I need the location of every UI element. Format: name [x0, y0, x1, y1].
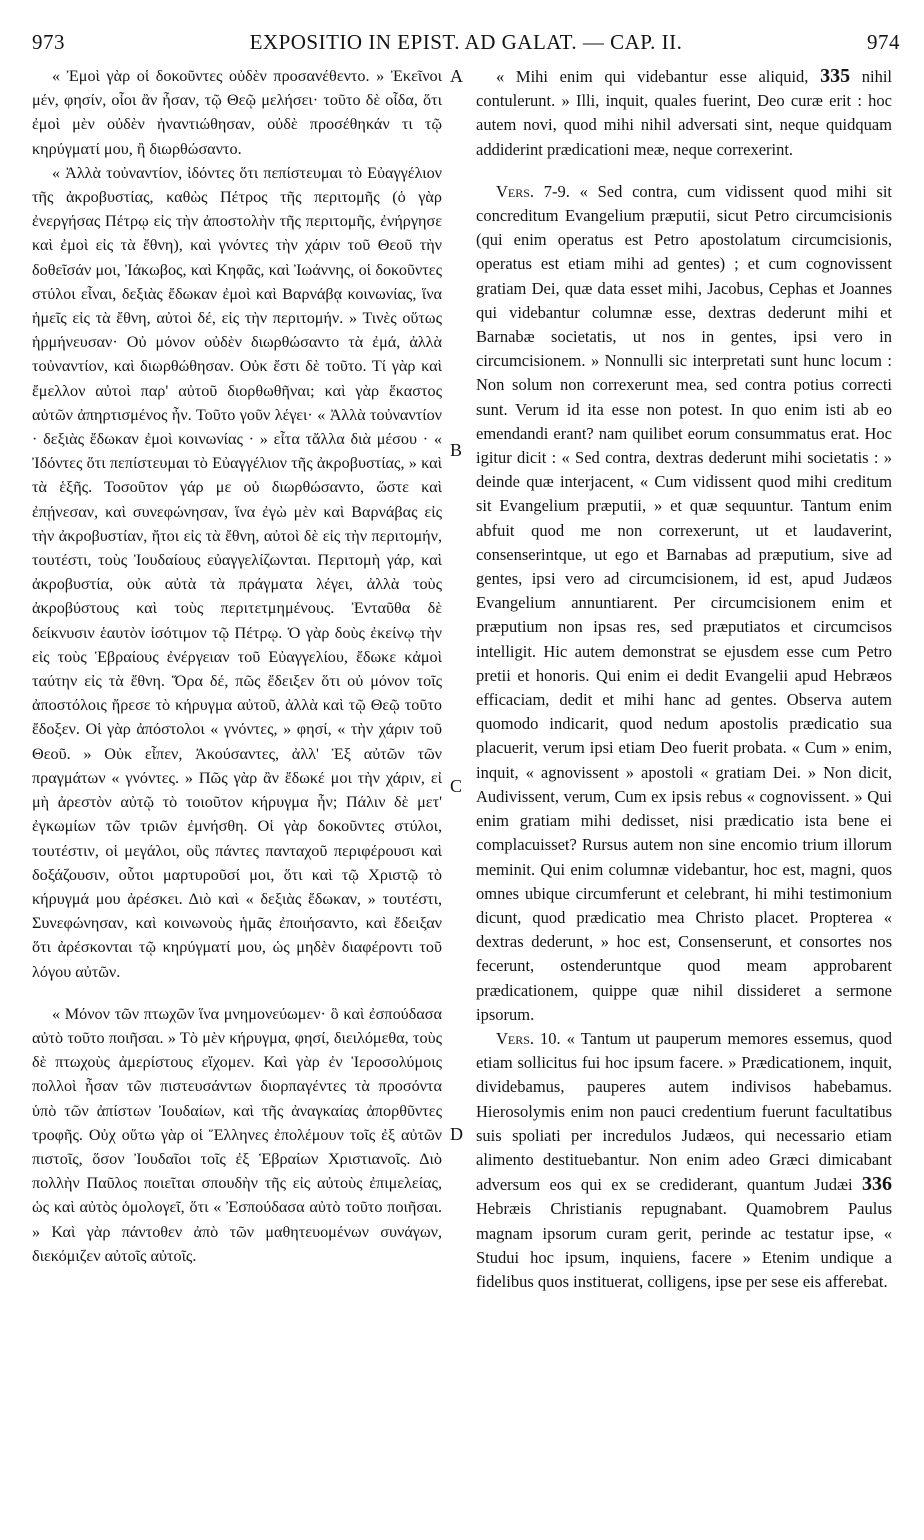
latin-paragraph-1-rest: nihil contulerunt. » Illi, inquit, quales fuerint, Deo curæ erit : hoc autem novi, quod mihi nihil adversati sint, neque quidquam addiderint prædicationi meæ, neque correxerint. [476, 67, 893, 159]
margin-letter-c: C [450, 776, 463, 796]
greek-paragraph-2: « Ἀλλὰ τοὐναντίον, ἰδόντες ὅτι πεπίστευμαι τὸ Εὐαγγέλιον τῆς ἀκροβυστίας, καθὼς Πέτρος τῆς περιτομῆς (ὁ γὰρ ἐνεργήσας Πέτρῳ εἰς τὴν ἀποστολὴν τῆς περιτομῆς, ἐνήργησε καὶ ἐμοὶ εἰς τὰ ἔθνη), καὶ γνόντες τὴν χάριν τοῦ Θεοῦ τὴν δοθεῖσάν μοι, Ἰάκωβος, καὶ Κηφᾶς, καὶ Ἰωάννης, οἱ δοκοῦντες στύλοι εἶναι, δεξιὰς ἔδωκαν ἐμοὶ καὶ Βαρνάβᾳ κοινωνίας, ἵνα ἡμεῖς εἰς τὰ ἔθνη, αὐτοὶ δέ, εἰς τὴν περιτομήν. » Τινὲς οὕτως ἡρμήνευσαν· Οὐ μόνον οὐδὲν διωρθώσαντο τὰ ἐμά, ἀλλὰ τοὐναντίον, καὶ διωρθώθησαν. Οὐκ ἔστι δὲ τοῦτο. Τί γὰρ καὶ ἔμελλον αὐτοὶ παρ' αὐτοῦ διορθωθῆναι; καὶ γὰρ ἕκαστος αὐτῶν ἀπηρτισμένος ἦν. Τοῦτο γοῦν λέγει· « Ἀλλὰ τοὐναντίον · δεξιὰς ἔδωκαν ἐμοὶ κοινωνίας · » εἶτα τἄλλα διὰ μέσου · « Ἰδόντες ὅτι πεπίστευμαι τὸ Εὐαγγέλιον τῆς ἀκροβυστίας, » καὶ τὰ ἑξῆς. Τοσοῦτον γάρ με οὐ διωρθώσαντο, ὥστε καὶ ἐπῄνεσαν, καὶ συνεφώνησαν, ἵνα ἐγὼ μὲν καὶ Βαρνάβας εἰς τὴν ἀκροβυστίαν, ἤτοι εἰς τὰ ἔθνη, αὐτοὶ δὲ εἰς τὴν περιτομήν, τουτέστι, τοὺς Ἰουδαίους εὐαγγελίζωνται. Περιτομὴ γάρ, καὶ ἀκροβυστία, οὐκ αὐτὰ τὰ πράγματα λέγει, ἀλλὰ τοὺς ἀκροβύστους καὶ τοὺς περιτετμημένους. Ἐνταῦθα δὲ δείκνυσιν ἑαυτὸν ἰσότιμον τῷ Πέτρῳ. Ὁ γὰρ δοὺς ἐκείνῳ τὴν εἰς τοὺς Ἑβραίους ἐνέργειαν τοῦ Εὐαγγελίου, ἔδωκε κἀμοὶ ταύτην εἰς τὰ ἔθνη. Ὅρα δέ, πῶς ἔδειξεν ὅτι οὐ μόνον τοῖς ἀποστόλοις ἤρεσε τὸ κήρυγμα αὐτοῦ, ἀλλὰ καὶ τῷ Θεῷ τοῦτο ἔδοξεν. Οἱ γὰρ ἀπόστολοι « γνόντες, » φησί, « τὴν χάριν τοῦ Θεοῦ. » Οὐκ εἶπεν, Ἀκούσαντες, ἀλλ' Ἐξ αὐτῶν τῶν πραγμάτων « γνόντες. » Πῶς γὰρ ἂν ἔδωκέ μοι τὴν χάριν, εἰ μὴ ἀρεστὸν αὐτῷ τὸ τοιοῦτον κήρυγμα ἦν; Πάλιν δὲ μετ' ἐγκωμίων τῶν τριῶν ἐμνήσθη. Οἱ γὰρ δοκοῦντες στύλοι, τουτέστιν, οἱ μεγάλοι, οὓς πάντες πανταχοῦ περιφέρουσι καὶ δοξάζουσιν, οὗτοι μαρτυροῦσί μοι, ὅτι καὶ τῷ Χριστῷ τὸ κήρυγμά μου ἀρέσκει. Διὸ καὶ « δεξιὰς ἔδωκαν, » τουτέστι, Συνεφώνησαν, καὶ κοινωνοὺς ἡμᾶς ἐποιήσαντο, καὶ ἔδειξαν ὅτι ἀρέσκονται τῷ κηρύγματί μου, ὡς μηδὲν διαφέροντι τοῦ λόγου αὐτῶν. [32, 163, 442, 981]
latin-paragraph-2-text: « Sed contra, cum vidissent quod mihi sit concreditum Evangelium præputii, sicut Petro circumcisionis (qui enim operatus est Petro apostolatum circumcisionis, operatus est etiam mihi ad gentes) ; et cum cognovissent gratiam Dei, quæ data esset mihi, Jacobus, Cephas et Joannes qui videbantur columnæ esse, dextras dederunt mihi et Barnabæ societatis, ut nos in gentes, ipsi vero in circumcisionem. » Nonnulli sic interpretati sunt hunc locum : Non solum non correxerunt mea, sed contra potius correcti sunt. Verum id ita esse non potest. In quo enim isti ab eo emendandi erant? nam quilibet eorum consummatus erat. Hoc igitur dicit : « Sed contra, dextras dederunt mihi societatis : » deinde quæ interjacent, « Cum vidissent quod mihi creditum sit Evangelium præputii, » et quæ sequuntur. Tantum enim abfuit quod me non correxerunt, ut et laudaverint, consenserintque, ut ego et Barnabas ad præputium, sive ad gentes, ipsi vero ad circumcisionem, id est, apud Judæos Evangelium annuntiarent. Per circumcisionem enim et præputium non ipsas res, sed præputiatos et circumcisos intelligit. Hic autem demonstrat se ejusdem esse cum Petro pretii et honoris. Qui enim ei dedit Evangelii apud Hebræos efficaciam, dedit et mihi hanc ad gentes. Observa autem quomodo indicarit, quod nedum apostolis prædicatio sua placuerit, verum ipsi etiam Deo fuerit probata. « Cum » enim, inquit, « agnovissent » apostoli « gratiam Dei. » Non dicit, Audivissent, verum, Cum ex ipsis rebus « cognovissent. » Qui enim gratiam mihi dedisset, nisi prædicatio ista bene ei complacuisset? Rursus autem non sine encomio trium illorum meminit. Qui enim columnæ videbantur, hoc est, magni, quos omnes ubique circumferunt et celebrant, hi mihi testimonium dicunt, quod prædicatio mea Christo placet. Propterea « dextras dederunt, » hoc est, Consenserunt, et consortes nos fecerunt, ostenderuntque quod meam approbarent prædicationem, quippe quæ nihil dissideret a sermone ipsorum. [476, 181, 893, 1024]
greek-paragraph-1: « Ἐμοὶ γὰρ οἱ δοκοῦντες οὐδὲν προσανέθεντο. » Ἐκεῖνοι μέν, φησίν, οἷοι ἂν ἦσαν, τῷ Θεῷ μελήσει· τοῦτο δὲ οἶδα, ὅτι ἐμοὶ μὲν οὐδὲν ἠναντιώθησαν, οὐδὲ προσέθηκάν τι τῷ κηρύγματί μου, ἢ διωρθώσαντο. [32, 67, 442, 158]
greek-column [32, 64, 442, 1268]
running-title: EXPOSITIO IN EPIST. AD GALAT. — CAP. II. [249, 30, 683, 54]
latin-paragraph-1 [476, 64, 892, 162]
latin-paragraph-3-text-a: « Tantum ut pauperum memores essemus, quod etiam sollicitus fui hoc ipsum facere. » Prædicationem, inquit, dividebamus, pauperes autem indivisos habebamus. Hierosolymis enim non pauci credentium fuerunt facultatibus suis spoliati per incredulos Judæos, qui necessario etiam alimento destituebantur. Non enim adeo Græci dimicabant adversum eos qui ex se crediderant, quantum Judæi [476, 1028, 892, 1195]
margin-letter-a: A [450, 66, 463, 86]
column-number-336: 336 [862, 1173, 892, 1196]
margin-letter-b: B [450, 440, 463, 460]
latin-column [476, 64, 892, 1294]
latin-paragraph-2 [476, 180, 892, 1027]
latin-paragraph-1-lead: « Mihi enim qui videbantur esse aliquid, [496, 67, 809, 86]
margin-letter-d: D [450, 1124, 463, 1144]
latin-paragraph-3-text-b: Hebræis Christianis repugnabant. Quamobrem Paulus magnam ipsorum curam gerit, perinde ac testatur ipse, « Studui hoc ipsum, inquiens, facere » Etenim undique a fidelibus quos instituerat, colligens, ipse per sese eis afferebat. [476, 1199, 892, 1291]
running-header [32, 30, 900, 60]
verse-ref-7-9: Vers. 7-9. [496, 181, 570, 201]
page-number-left: 973 [32, 30, 65, 54]
column-number-335: 335 [820, 65, 851, 87]
page-number-right: 974 [867, 30, 900, 54]
latin-paragraph-3 [476, 1027, 892, 1294]
greek-paragraph-3: « Μόνον τῶν πτωχῶν ἵνα μνημονεύωμεν· ὃ καὶ ἐσπούδασα αὐτὸ τοῦτο ποιῆσαι. » Τὸ μὲν κήρυγμα, φησί, διειλόμεθα, τοὺς δὲ πτωχοὺς ἀμερίστους εἴχομεν. Καὶ γὰρ ἐν Ἱεροσολύμοις πολλοὶ ἦσαν τῶν πιστευσάντων διορπαγέντες τὰ προσόντα ὑπὸ τῶν ἀπίστων Ἰουδαίων, καὶ τῆς ἀναγκαίας ἀπορθῦντες τροφῆς. Οὐχ οὕτω γὰρ οἱ Ἕλληνες ἐπολέμουν τοῖς ἐξ αὐτῶν πιστοῖς, ὅσον Ἰουδαῖοι τοῖς ἐξ Ἑβραίων Χριστιανοῖς. Διὸ πολλὴν Παῦλος ποιεῖται σπουδὴν τῆς εἰς αὐτοὺς ἐπιμελείας, ὡς καὶ αὐτὸς ὁμολογεῖ, ὅτι « Ἐσπούδασα αὐτὸ τοῦτο ποιῆσαι. » Καὶ γὰρ πάντοθεν ἀπὸ τῶν μαθητευομένων συνάγων, διεκόμιζεν αὐτοῖς αὐτοῖς. [32, 1004, 442, 1265]
verse-ref-10: Vers. 10. [496, 1028, 561, 1048]
